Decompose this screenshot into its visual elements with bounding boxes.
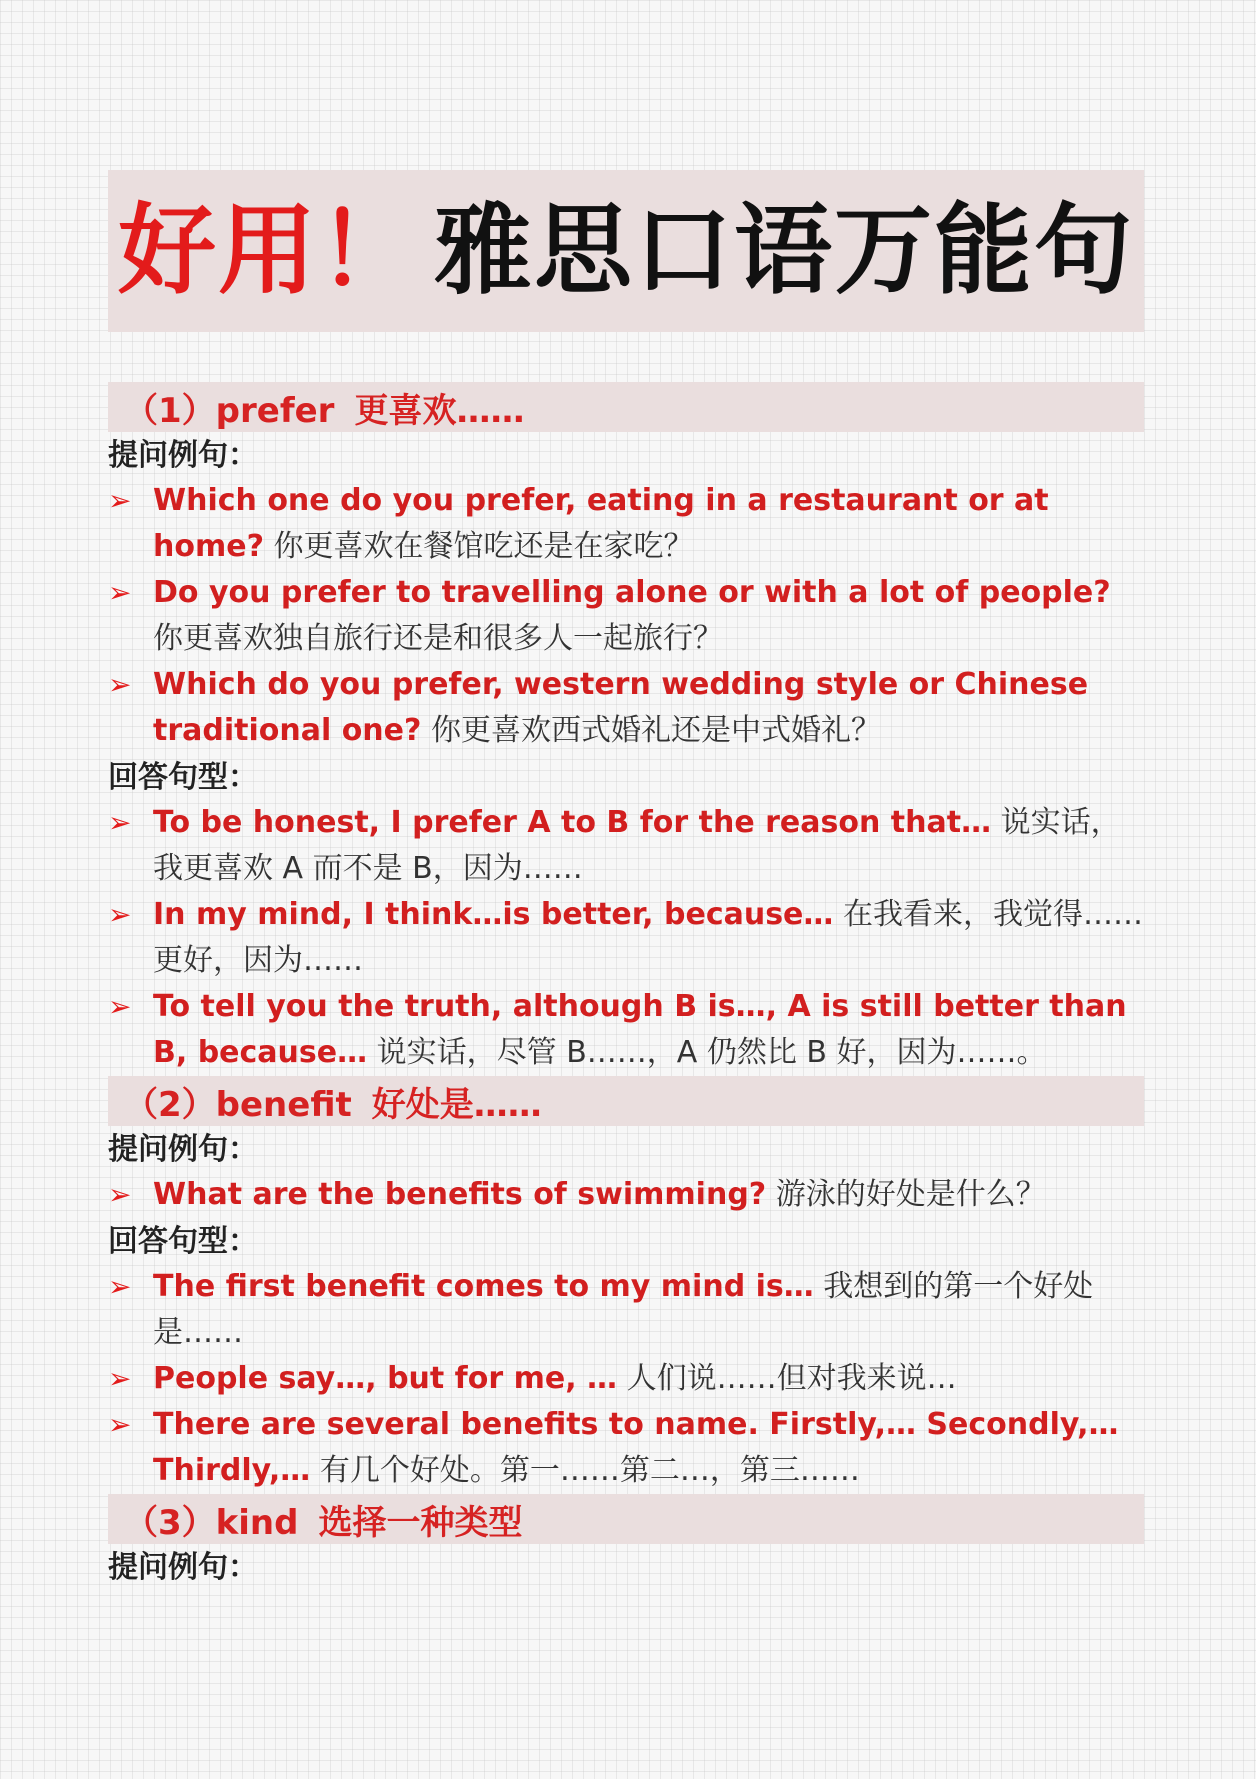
item-en: People say…, but for me, …	[153, 1361, 618, 1396]
arrow-bullet-icon: ➢	[108, 806, 132, 839]
arrow-bullet-icon: ➢	[108, 990, 132, 1023]
document-page	[108, 170, 1144, 1590]
question-label: 提问例句：	[108, 1550, 258, 1585]
item-zh: 说实话，尽管 B……，A 仍然比 B 好，因为……。	[376, 1035, 1047, 1070]
title-banner	[108, 170, 1144, 332]
item-zh: 游泳的好处是什么？	[775, 1177, 1046, 1212]
item-zh: 你更喜欢在餐馆吃还是在家吃？	[273, 529, 694, 564]
page-title: 雅思口语万能句	[434, 194, 1135, 308]
question-label: 提问例句：	[108, 438, 258, 473]
arrow-bullet-icon: ➢	[108, 898, 132, 931]
arrow-bullet-icon: ➢	[108, 484, 132, 517]
item-zh: 有几个好处。第一……第二…，第三……	[319, 1453, 860, 1488]
item-zh: 人们说……但对我来说…	[626, 1361, 957, 1396]
section-zh: 选择一种类型	[318, 1502, 523, 1543]
list-item	[108, 1356, 1144, 1402]
section-heading-kind	[108, 1494, 1144, 1544]
item-en: What are the benefits of swimming?	[153, 1177, 767, 1212]
arrow-bullet-icon: ➢	[108, 1178, 132, 1211]
item-en: Do you prefer to travelling alone or with a lot of people?	[153, 575, 1111, 610]
item-en: Which do you prefer, western wedding style or Chinese traditional one?	[153, 667, 1089, 748]
item-en: Which one do you prefer, eating in a restaurant or at home?	[153, 483, 1049, 564]
list-item	[108, 892, 1144, 984]
section-number: （1）prefer	[124, 390, 335, 431]
arrow-bullet-icon: ➢	[108, 668, 132, 701]
title-highlight: 好用！	[118, 194, 419, 308]
list-item	[108, 662, 1144, 754]
item-en: The first benefit comes to my mind is…	[153, 1269, 814, 1304]
answer-label: 回答句型：	[108, 760, 258, 795]
list-item	[108, 1172, 1144, 1218]
section-number: （3）kind	[124, 1502, 299, 1543]
item-zh: 你更喜欢独自旅行还是和很多人一起旅行？	[153, 621, 723, 656]
section-zh: 更喜欢……	[354, 390, 525, 431]
item-zh: 你更喜欢西式婚礼还是中式婚礼？	[430, 713, 881, 748]
answer-label: 回答句型：	[108, 1224, 258, 1259]
arrow-bullet-icon: ➢	[108, 1362, 132, 1395]
section-number: （2）benefit	[124, 1084, 352, 1125]
item-zh: 说实话，我更喜欢 A 而不是 B，因为……	[153, 805, 1121, 886]
question-label: 提问例句：	[108, 1132, 258, 1167]
section-zh: 好处是……	[371, 1084, 542, 1125]
section-heading-benefit	[108, 1076, 1144, 1126]
item-en: There are several benefits to name. Firstly,… Secondly,… Thirdly,…	[153, 1407, 1119, 1488]
section-heading-prefer	[108, 382, 1144, 432]
arrow-bullet-icon: ➢	[108, 1270, 132, 1303]
list-item	[108, 570, 1144, 662]
list-item	[108, 800, 1144, 892]
list-item	[108, 1402, 1144, 1494]
arrow-bullet-icon: ➢	[108, 1408, 132, 1441]
arrow-bullet-icon: ➢	[108, 576, 132, 609]
list-item	[108, 984, 1144, 1076]
item-en: In my mind, I think…is better, because…	[153, 897, 834, 932]
item-en: To tell you the truth, although B is…, A is still better than B, because…	[153, 989, 1127, 1070]
item-zh: 我想到的第一个好处是……	[153, 1269, 1094, 1350]
list-item	[108, 478, 1144, 570]
list-item	[108, 1264, 1144, 1356]
item-en: To be honest, I prefer A to B for the reason that…	[153, 805, 992, 840]
item-zh: 在我看来，我觉得……更好，因为……	[153, 897, 1143, 978]
